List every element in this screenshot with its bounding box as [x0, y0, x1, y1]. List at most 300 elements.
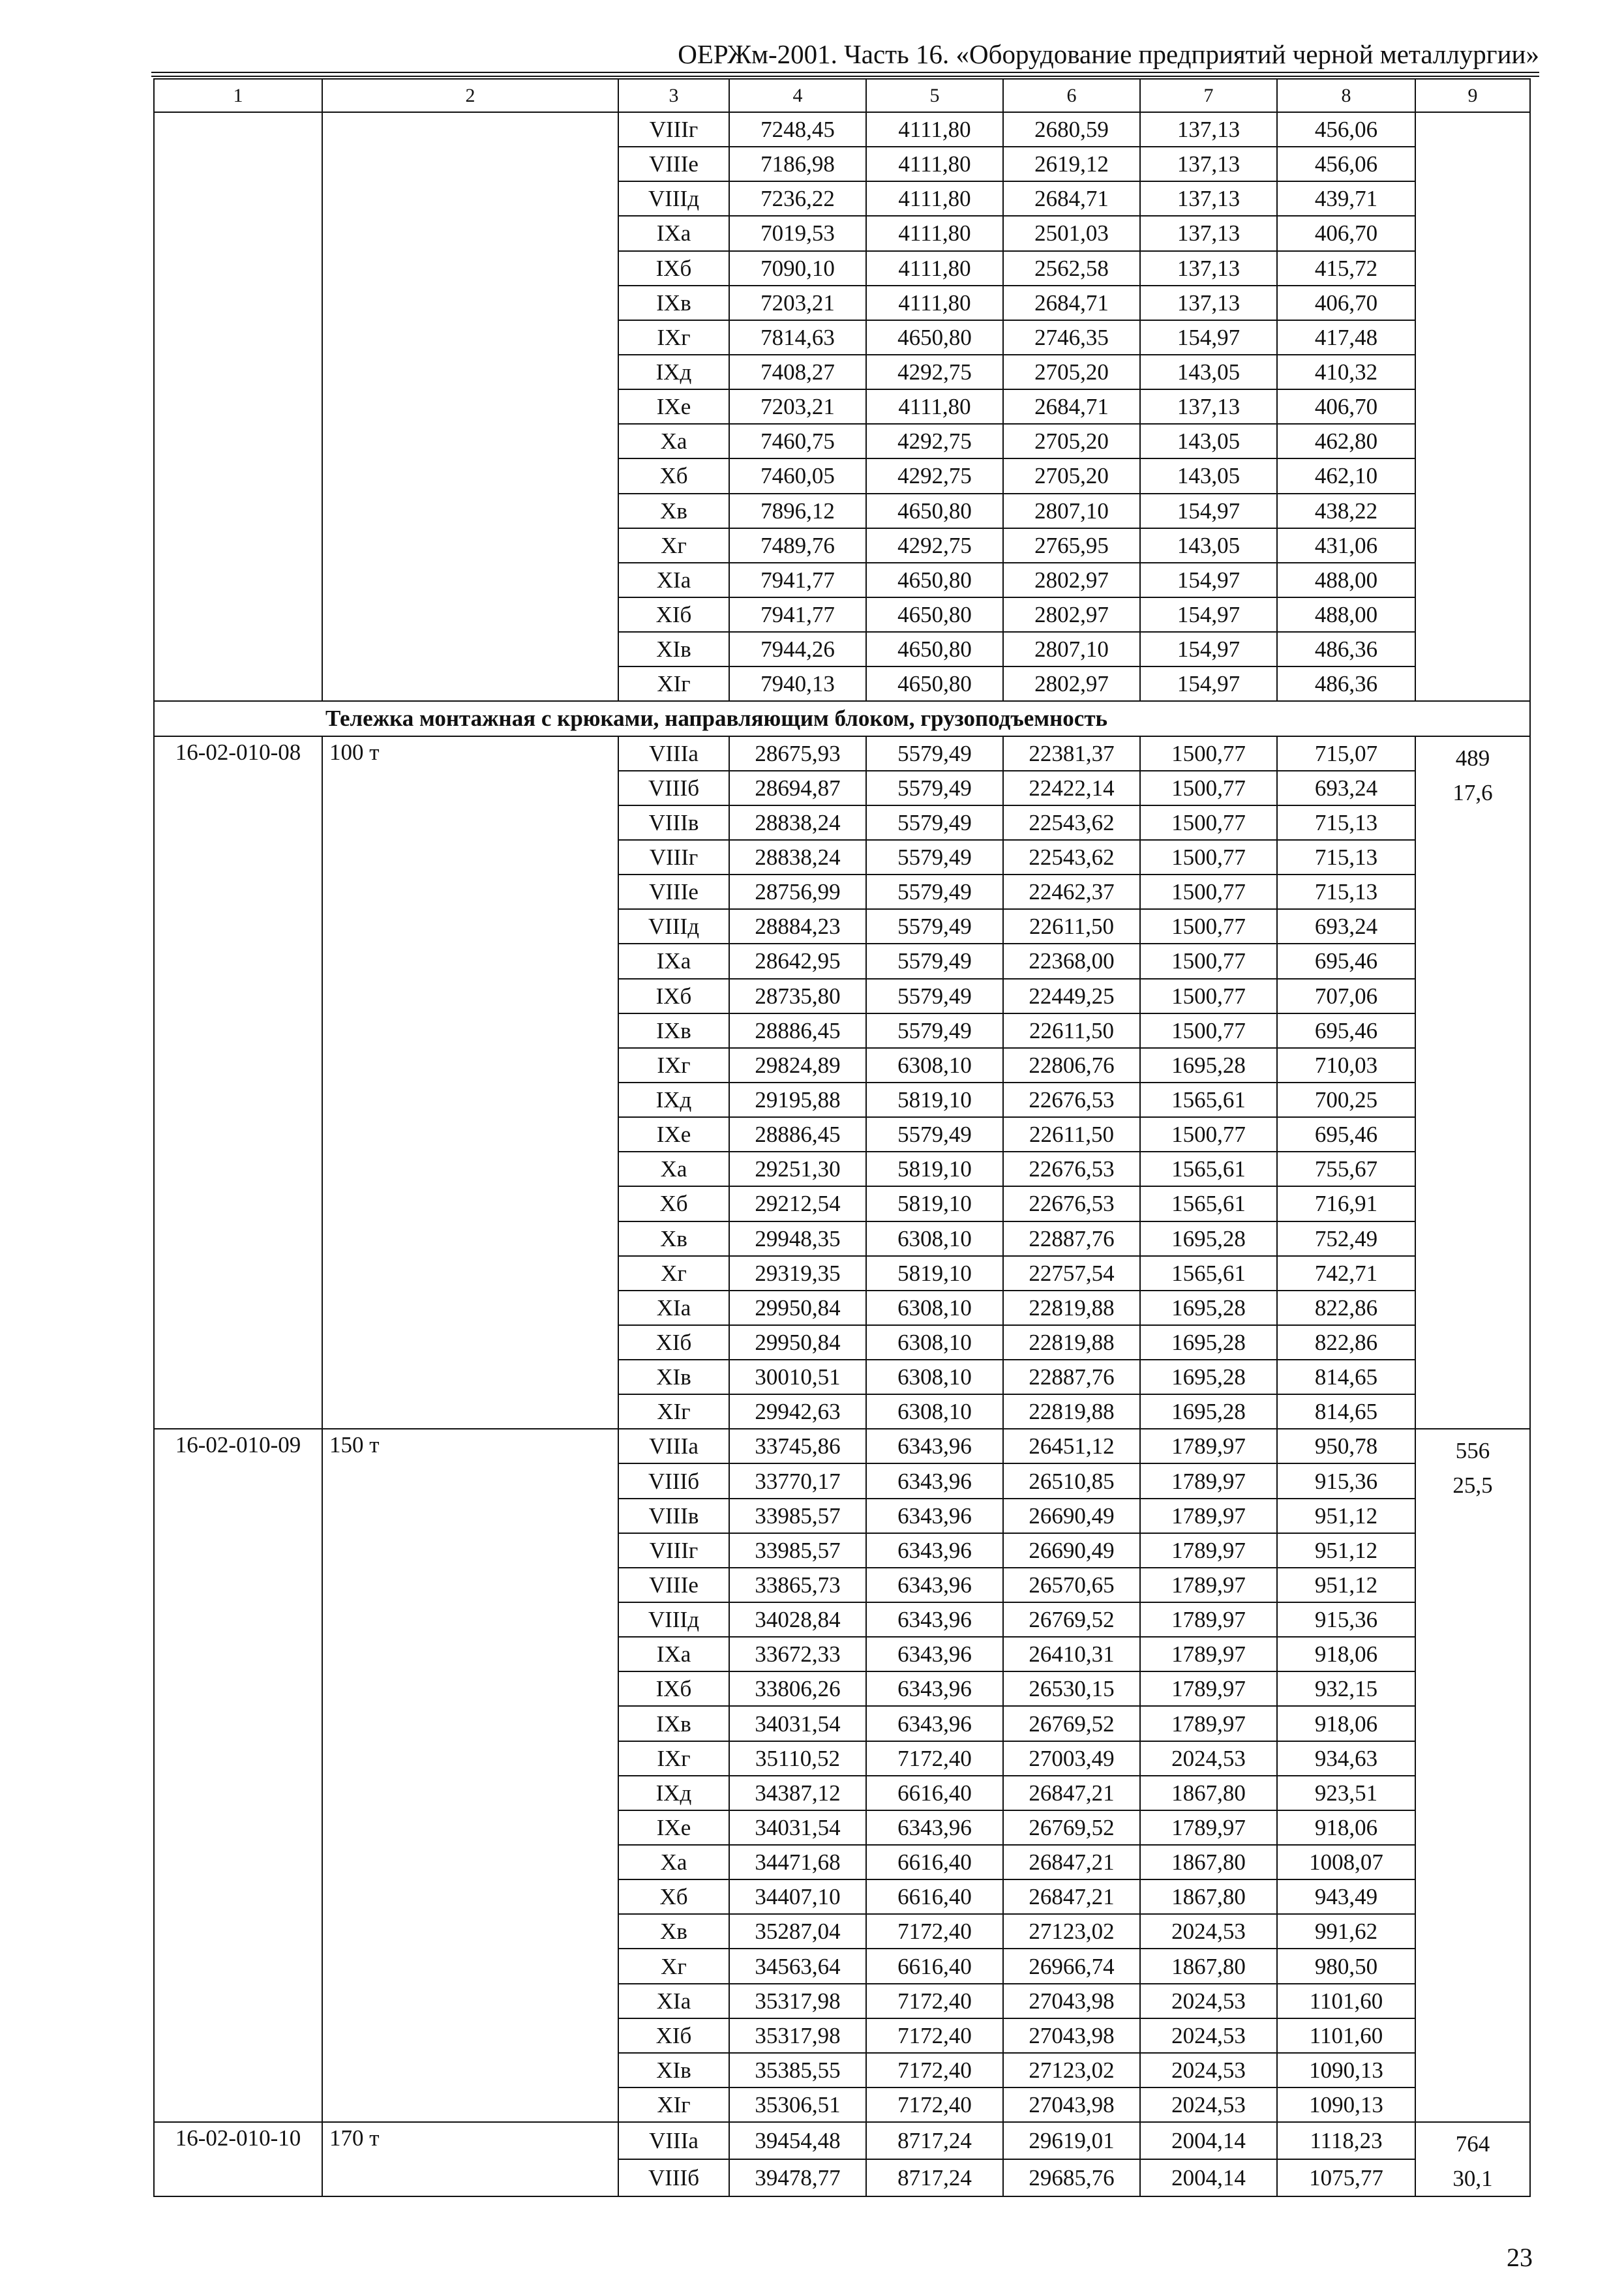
- value-cell: 154,97: [1140, 666, 1277, 701]
- value-cell: 154,97: [1140, 597, 1277, 632]
- zone-cell: XIг: [618, 666, 729, 701]
- value-cell: 2024,53: [1140, 1914, 1277, 1949]
- value-cell: 4111,80: [866, 147, 1003, 181]
- value-cell: 456,06: [1277, 112, 1415, 147]
- value-cell: 6343,96: [866, 1602, 1003, 1637]
- value-cell: 1789,97: [1140, 1706, 1277, 1741]
- value-cell: 1500,77: [1140, 840, 1277, 875]
- value-cell: 814,65: [1277, 1360, 1415, 1394]
- zone-cell: Xг: [618, 1256, 729, 1291]
- value-cell: 30010,51: [729, 1360, 866, 1394]
- value-cell: 1695,28: [1140, 1048, 1277, 1083]
- value-cell: 4111,80: [866, 112, 1003, 147]
- value-cell: 154,97: [1140, 320, 1277, 355]
- column-number: 6: [1003, 79, 1140, 112]
- value-cell: 950,78: [1277, 1429, 1415, 1463]
- value-cell: 4650,80: [866, 320, 1003, 355]
- weight-value: 17,6: [1452, 779, 1493, 805]
- value-cell: 715,13: [1277, 875, 1415, 909]
- value-cell: 4650,80: [866, 666, 1003, 701]
- value-cell: 6308,10: [866, 1221, 1003, 1256]
- weight-value: 556: [1455, 1438, 1490, 1464]
- value-cell: 154,97: [1140, 563, 1277, 597]
- value-cell: 932,15: [1277, 1671, 1415, 1706]
- value-cell: 27003,49: [1003, 1741, 1140, 1776]
- value-cell: 7814,63: [729, 320, 866, 355]
- value-cell: 29685,76: [1003, 2159, 1140, 2196]
- value-cell: 1789,97: [1140, 1429, 1277, 1463]
- value-cell: 154,97: [1140, 494, 1277, 528]
- value-cell: 1695,28: [1140, 1291, 1277, 1325]
- value-cell: 710,03: [1277, 1048, 1415, 1083]
- value-cell: 2802,97: [1003, 666, 1140, 701]
- value-cell: 29824,89: [729, 1048, 866, 1083]
- value-cell: 1695,28: [1140, 1325, 1277, 1360]
- value-cell: 35306,51: [729, 2087, 866, 2122]
- value-cell: 26769,52: [1003, 1706, 1140, 1741]
- value-cell: 918,06: [1277, 1706, 1415, 1741]
- value-cell: 7944,26: [729, 632, 866, 666]
- zone-cell: VIIIа: [618, 1429, 729, 1463]
- column-number: 1: [154, 79, 322, 112]
- value-cell: 22543,62: [1003, 805, 1140, 840]
- value-cell: 695,46: [1277, 944, 1415, 978]
- zone-cell: VIIIг: [618, 840, 729, 875]
- value-cell: 6308,10: [866, 1048, 1003, 1083]
- value-cell: 2802,97: [1003, 597, 1140, 632]
- value-cell: 6616,40: [866, 1845, 1003, 1879]
- value-cell: 1118,23: [1277, 2122, 1415, 2159]
- value-cell: 137,13: [1140, 112, 1277, 147]
- value-cell: 7172,40: [866, 2018, 1003, 2053]
- value-cell: 4111,80: [866, 389, 1003, 424]
- value-cell: 2705,20: [1003, 458, 1140, 493]
- value-cell: 35317,98: [729, 2018, 866, 2053]
- value-cell: 1500,77: [1140, 944, 1277, 978]
- value-cell: 7460,75: [729, 424, 866, 458]
- value-cell: 1867,80: [1140, 1845, 1277, 1879]
- value-cell: 7186,98: [729, 147, 866, 181]
- zone-cell: VIIIг: [618, 1533, 729, 1568]
- zone-cell: VIIIе: [618, 1568, 729, 1602]
- value-cell: 406,70: [1277, 286, 1415, 320]
- value-cell: 2024,53: [1140, 2087, 1277, 2122]
- zone-cell: VIIIе: [618, 147, 729, 181]
- value-cell: 28694,87: [729, 771, 866, 805]
- value-cell: 143,05: [1140, 355, 1277, 389]
- value-cell: 7941,77: [729, 597, 866, 632]
- zone-cell: VIIIа: [618, 736, 729, 771]
- zone-cell: IXд: [618, 1083, 729, 1117]
- value-cell: 417,48: [1277, 320, 1415, 355]
- zone-cell: IXг: [618, 1048, 729, 1083]
- value-cell: 2004,14: [1140, 2159, 1277, 2196]
- zone-cell: Xб: [618, 458, 729, 493]
- zone-cell: IXа: [618, 216, 729, 250]
- zone-cell: Xа: [618, 1845, 729, 1879]
- value-cell: 1500,77: [1140, 1013, 1277, 1048]
- zone-cell: IXд: [618, 355, 729, 389]
- value-cell: 33985,57: [729, 1533, 866, 1568]
- value-cell: 716,91: [1277, 1186, 1415, 1221]
- value-cell: 26847,21: [1003, 1879, 1140, 1914]
- rate-name: [322, 112, 618, 701]
- value-cell: 1500,77: [1140, 805, 1277, 840]
- value-cell: 2684,71: [1003, 286, 1140, 320]
- value-cell: 4650,80: [866, 563, 1003, 597]
- zone-cell: XIб: [618, 597, 729, 632]
- value-cell: 6343,96: [866, 1499, 1003, 1533]
- value-cell: 26966,74: [1003, 1949, 1140, 1983]
- value-cell: 1695,28: [1140, 1394, 1277, 1429]
- value-cell: 34563,64: [729, 1949, 866, 1983]
- value-cell: 6343,96: [866, 1429, 1003, 1463]
- page-number: 23: [1507, 2243, 1533, 2272]
- value-cell: 154,97: [1140, 632, 1277, 666]
- value-cell: 5819,10: [866, 1256, 1003, 1291]
- value-cell: 4650,80: [866, 597, 1003, 632]
- value-cell: 34471,68: [729, 1845, 866, 1879]
- value-cell: 1101,60: [1277, 2018, 1415, 2053]
- value-cell: 700,25: [1277, 1083, 1415, 1117]
- table-row: [154, 1429, 1530, 1463]
- column-number: 8: [1277, 79, 1415, 112]
- value-cell: 486,36: [1277, 666, 1415, 701]
- value-cell: 2807,10: [1003, 632, 1140, 666]
- value-cell: 1789,97: [1140, 1602, 1277, 1637]
- value-cell: 5819,10: [866, 1152, 1003, 1186]
- value-cell: 2004,14: [1140, 2122, 1277, 2159]
- zone-cell: XIа: [618, 1984, 729, 2018]
- value-cell: 4111,80: [866, 216, 1003, 250]
- column-number: 2: [322, 79, 618, 112]
- value-cell: 137,13: [1140, 286, 1277, 320]
- value-cell: 143,05: [1140, 424, 1277, 458]
- value-cell: 715,07: [1277, 736, 1415, 771]
- value-cell: 1500,77: [1140, 771, 1277, 805]
- zone-cell: Xа: [618, 424, 729, 458]
- value-cell: 4292,75: [866, 528, 1003, 563]
- value-cell: 34407,10: [729, 1879, 866, 1914]
- value-cell: 1500,77: [1140, 979, 1277, 1013]
- value-cell: 715,13: [1277, 840, 1415, 875]
- value-cell: 7203,21: [729, 286, 866, 320]
- value-cell: 2024,53: [1140, 1984, 1277, 2018]
- section-title: Тележка монтажная с крюками, направляющим блоком, грузоподъемность: [154, 701, 1530, 736]
- value-cell: 1789,97: [1140, 1499, 1277, 1533]
- value-cell: 1500,77: [1140, 909, 1277, 944]
- zone-cell: IXг: [618, 320, 729, 355]
- value-cell: 1789,97: [1140, 1637, 1277, 1671]
- value-cell: 439,71: [1277, 181, 1415, 216]
- column-number: 5: [866, 79, 1003, 112]
- zone-cell: VIIIе: [618, 875, 729, 909]
- value-cell: 923,51: [1277, 1776, 1415, 1810]
- zone-cell: XIб: [618, 2018, 729, 2053]
- value-cell: 22819,88: [1003, 1394, 1140, 1429]
- weight-cell: [1415, 1429, 1530, 2122]
- value-cell: 6616,40: [866, 1879, 1003, 1914]
- value-cell: 22368,00: [1003, 944, 1140, 978]
- value-cell: 2024,53: [1140, 2018, 1277, 2053]
- zone-cell: Xв: [618, 1221, 729, 1256]
- value-cell: 33865,73: [729, 1568, 866, 1602]
- value-cell: 22757,54: [1003, 1256, 1140, 1291]
- value-cell: 2802,97: [1003, 563, 1140, 597]
- value-cell: 22462,37: [1003, 875, 1140, 909]
- value-cell: 28838,24: [729, 840, 866, 875]
- value-cell: 33672,33: [729, 1637, 866, 1671]
- table-body: [154, 79, 1530, 2196]
- rate-code: 16-02-010-08: [154, 736, 322, 1429]
- value-cell: 1075,77: [1277, 2159, 1415, 2196]
- value-cell: 28735,80: [729, 979, 866, 1013]
- value-cell: 22449,25: [1003, 979, 1140, 1013]
- value-cell: 28675,93: [729, 736, 866, 771]
- value-cell: 22887,76: [1003, 1360, 1140, 1394]
- value-cell: 693,24: [1277, 771, 1415, 805]
- value-cell: 934,63: [1277, 1741, 1415, 1776]
- value-cell: 7940,13: [729, 666, 866, 701]
- zone-cell: IXг: [618, 1741, 729, 1776]
- value-cell: 27123,02: [1003, 2053, 1140, 2087]
- value-cell: 431,06: [1277, 528, 1415, 563]
- value-cell: 26570,65: [1003, 1568, 1140, 1602]
- zone-cell: IXе: [618, 1810, 729, 1845]
- value-cell: 6308,10: [866, 1394, 1003, 1429]
- value-cell: 1565,61: [1140, 1083, 1277, 1117]
- value-cell: 6616,40: [866, 1776, 1003, 1810]
- value-cell: 1500,77: [1140, 1117, 1277, 1152]
- value-cell: 4111,80: [866, 286, 1003, 320]
- value-cell: 7203,21: [729, 389, 866, 424]
- value-cell: 1090,13: [1277, 2087, 1415, 2122]
- value-cell: 7460,05: [729, 458, 866, 493]
- value-cell: 137,13: [1140, 251, 1277, 286]
- value-cell: 1789,97: [1140, 1671, 1277, 1706]
- value-cell: 26847,21: [1003, 1776, 1140, 1810]
- value-cell: 26410,31: [1003, 1637, 1140, 1671]
- value-cell: 34031,54: [729, 1706, 866, 1741]
- value-cell: 7172,40: [866, 2053, 1003, 2087]
- value-cell: 29212,54: [729, 1186, 866, 1221]
- value-cell: 6343,96: [866, 1810, 1003, 1845]
- value-cell: 2501,03: [1003, 216, 1140, 250]
- value-cell: 462,80: [1277, 424, 1415, 458]
- value-cell: 755,67: [1277, 1152, 1415, 1186]
- value-cell: 5579,49: [866, 1117, 1003, 1152]
- value-cell: 486,36: [1277, 632, 1415, 666]
- value-cell: 4292,75: [866, 355, 1003, 389]
- value-cell: 22676,53: [1003, 1152, 1140, 1186]
- value-cell: 28756,99: [729, 875, 866, 909]
- value-cell: 5819,10: [866, 1186, 1003, 1221]
- value-cell: 918,06: [1277, 1810, 1415, 1845]
- value-cell: 29948,35: [729, 1221, 866, 1256]
- value-cell: 34028,84: [729, 1602, 866, 1637]
- value-cell: 6343,96: [866, 1533, 1003, 1568]
- value-cell: 4111,80: [866, 181, 1003, 216]
- table-row: [154, 2122, 1530, 2159]
- zone-cell: IXб: [618, 1671, 729, 1706]
- value-cell: 951,12: [1277, 1499, 1415, 1533]
- value-cell: 22422,14: [1003, 771, 1140, 805]
- value-cell: 6308,10: [866, 1291, 1003, 1325]
- value-cell: 1500,77: [1140, 736, 1277, 771]
- value-cell: 22381,37: [1003, 736, 1140, 771]
- value-cell: 28886,45: [729, 1117, 866, 1152]
- value-cell: 143,05: [1140, 528, 1277, 563]
- value-cell: 29950,84: [729, 1325, 866, 1360]
- value-cell: 951,12: [1277, 1568, 1415, 1602]
- value-cell: 26530,15: [1003, 1671, 1140, 1706]
- value-cell: 1789,97: [1140, 1463, 1277, 1498]
- value-cell: 1565,61: [1140, 1256, 1277, 1291]
- value-cell: 915,36: [1277, 1602, 1415, 1637]
- zone-cell: Xа: [618, 1152, 729, 1186]
- rate-name: 170 т: [322, 2122, 618, 2196]
- value-cell: 822,86: [1277, 1325, 1415, 1360]
- value-cell: 22819,88: [1003, 1291, 1140, 1325]
- zone-cell: Xв: [618, 1914, 729, 1949]
- value-cell: 1789,97: [1140, 1533, 1277, 1568]
- column-number: 3: [618, 79, 729, 112]
- value-cell: 7489,76: [729, 528, 866, 563]
- value-cell: 2024,53: [1140, 1741, 1277, 1776]
- zone-cell: XIа: [618, 563, 729, 597]
- value-cell: 2765,95: [1003, 528, 1140, 563]
- value-cell: 918,06: [1277, 1637, 1415, 1671]
- value-cell: 7172,40: [866, 2087, 1003, 2122]
- zone-cell: VIIIд: [618, 909, 729, 944]
- value-cell: 410,32: [1277, 355, 1415, 389]
- value-cell: 39478,77: [729, 2159, 866, 2196]
- weight-value: 30,1: [1452, 2166, 1493, 2192]
- value-cell: 7019,53: [729, 216, 866, 250]
- value-cell: 456,06: [1277, 147, 1415, 181]
- zone-cell: IXд: [618, 1776, 729, 1810]
- value-cell: 406,70: [1277, 216, 1415, 250]
- zone-cell: XIа: [618, 1291, 729, 1325]
- zone-cell: VIIIа: [618, 2122, 729, 2159]
- zone-cell: IXв: [618, 286, 729, 320]
- zone-cell: VIIIв: [618, 1499, 729, 1533]
- zone-cell: Xб: [618, 1879, 729, 1914]
- value-cell: 33745,86: [729, 1429, 866, 1463]
- value-cell: 6343,96: [866, 1568, 1003, 1602]
- value-cell: 7941,77: [729, 563, 866, 597]
- value-cell: 28886,45: [729, 1013, 866, 1048]
- value-cell: 1695,28: [1140, 1221, 1277, 1256]
- value-cell: 1008,07: [1277, 1845, 1415, 1879]
- rate-code: 16-02-010-09: [154, 1429, 322, 2122]
- value-cell: 5579,49: [866, 1013, 1003, 1048]
- value-cell: 1867,80: [1140, 1949, 1277, 1983]
- value-cell: 22819,88: [1003, 1325, 1140, 1360]
- section-title-row: [154, 701, 1530, 736]
- value-cell: 406,70: [1277, 389, 1415, 424]
- value-cell: 143,05: [1140, 458, 1277, 493]
- value-cell: 4650,80: [866, 632, 1003, 666]
- zone-cell: IXа: [618, 944, 729, 978]
- value-cell: 695,46: [1277, 1013, 1415, 1048]
- value-cell: 6616,40: [866, 1949, 1003, 1983]
- value-cell: 6343,96: [866, 1671, 1003, 1706]
- value-cell: 5579,49: [866, 736, 1003, 771]
- value-cell: 2562,58: [1003, 251, 1140, 286]
- value-cell: 6308,10: [866, 1360, 1003, 1394]
- value-cell: 5579,49: [866, 944, 1003, 978]
- value-cell: 7172,40: [866, 1741, 1003, 1776]
- zone-cell: XIг: [618, 2087, 729, 2122]
- value-cell: 26510,85: [1003, 1463, 1140, 1498]
- value-cell: 1867,80: [1140, 1879, 1277, 1914]
- value-cell: 4111,80: [866, 251, 1003, 286]
- value-cell: 5579,49: [866, 875, 1003, 909]
- zone-cell: IXе: [618, 389, 729, 424]
- value-cell: 7408,27: [729, 355, 866, 389]
- column-number: 4: [729, 79, 866, 112]
- value-cell: 22611,50: [1003, 1013, 1140, 1048]
- value-cell: 1565,61: [1140, 1152, 1277, 1186]
- value-cell: 137,13: [1140, 216, 1277, 250]
- value-cell: 695,46: [1277, 1117, 1415, 1152]
- value-cell: 33985,57: [729, 1499, 866, 1533]
- value-cell: 35317,98: [729, 1984, 866, 2018]
- rate-name: 100 т: [322, 736, 618, 1429]
- value-cell: 35385,55: [729, 2053, 866, 2087]
- zone-cell: IXе: [618, 1117, 729, 1152]
- value-cell: 2680,59: [1003, 112, 1140, 147]
- value-cell: 822,86: [1277, 1291, 1415, 1325]
- value-cell: 4292,75: [866, 424, 1003, 458]
- value-cell: 6343,96: [866, 1637, 1003, 1671]
- value-cell: 26847,21: [1003, 1845, 1140, 1879]
- weight-cell: [1415, 736, 1530, 1429]
- value-cell: 814,65: [1277, 1394, 1415, 1429]
- value-cell: 1101,60: [1277, 1984, 1415, 2018]
- value-cell: 137,13: [1140, 147, 1277, 181]
- value-cell: 137,13: [1140, 181, 1277, 216]
- zone-cell: IXб: [618, 251, 729, 286]
- zone-cell: VIIIв: [618, 805, 729, 840]
- weight-value: 489: [1455, 745, 1490, 771]
- value-cell: 35287,04: [729, 1914, 866, 1949]
- value-cell: 28884,23: [729, 909, 866, 944]
- value-cell: 7090,10: [729, 251, 866, 286]
- value-cell: 1695,28: [1140, 1360, 1277, 1394]
- value-cell: 488,00: [1277, 563, 1415, 597]
- value-cell: 22611,50: [1003, 1117, 1140, 1152]
- value-cell: 7248,45: [729, 112, 866, 147]
- zone-cell: VIIIд: [618, 181, 729, 216]
- value-cell: 27043,98: [1003, 2087, 1140, 2122]
- value-cell: 438,22: [1277, 494, 1415, 528]
- value-cell: 7896,12: [729, 494, 866, 528]
- zone-cell: Xг: [618, 1949, 729, 1983]
- table-row: [154, 112, 1530, 147]
- zone-cell: IXа: [618, 1637, 729, 1671]
- zone-cell: IXв: [618, 1706, 729, 1741]
- value-cell: 8717,24: [866, 2122, 1003, 2159]
- value-cell: 1500,77: [1140, 875, 1277, 909]
- rate-code: 16-02-010-10: [154, 2122, 322, 2196]
- value-cell: 27043,98: [1003, 1984, 1140, 2018]
- value-cell: 752,49: [1277, 1221, 1415, 1256]
- column-number: 9: [1415, 79, 1530, 112]
- value-cell: 35110,52: [729, 1741, 866, 1776]
- value-cell: 4292,75: [866, 458, 1003, 493]
